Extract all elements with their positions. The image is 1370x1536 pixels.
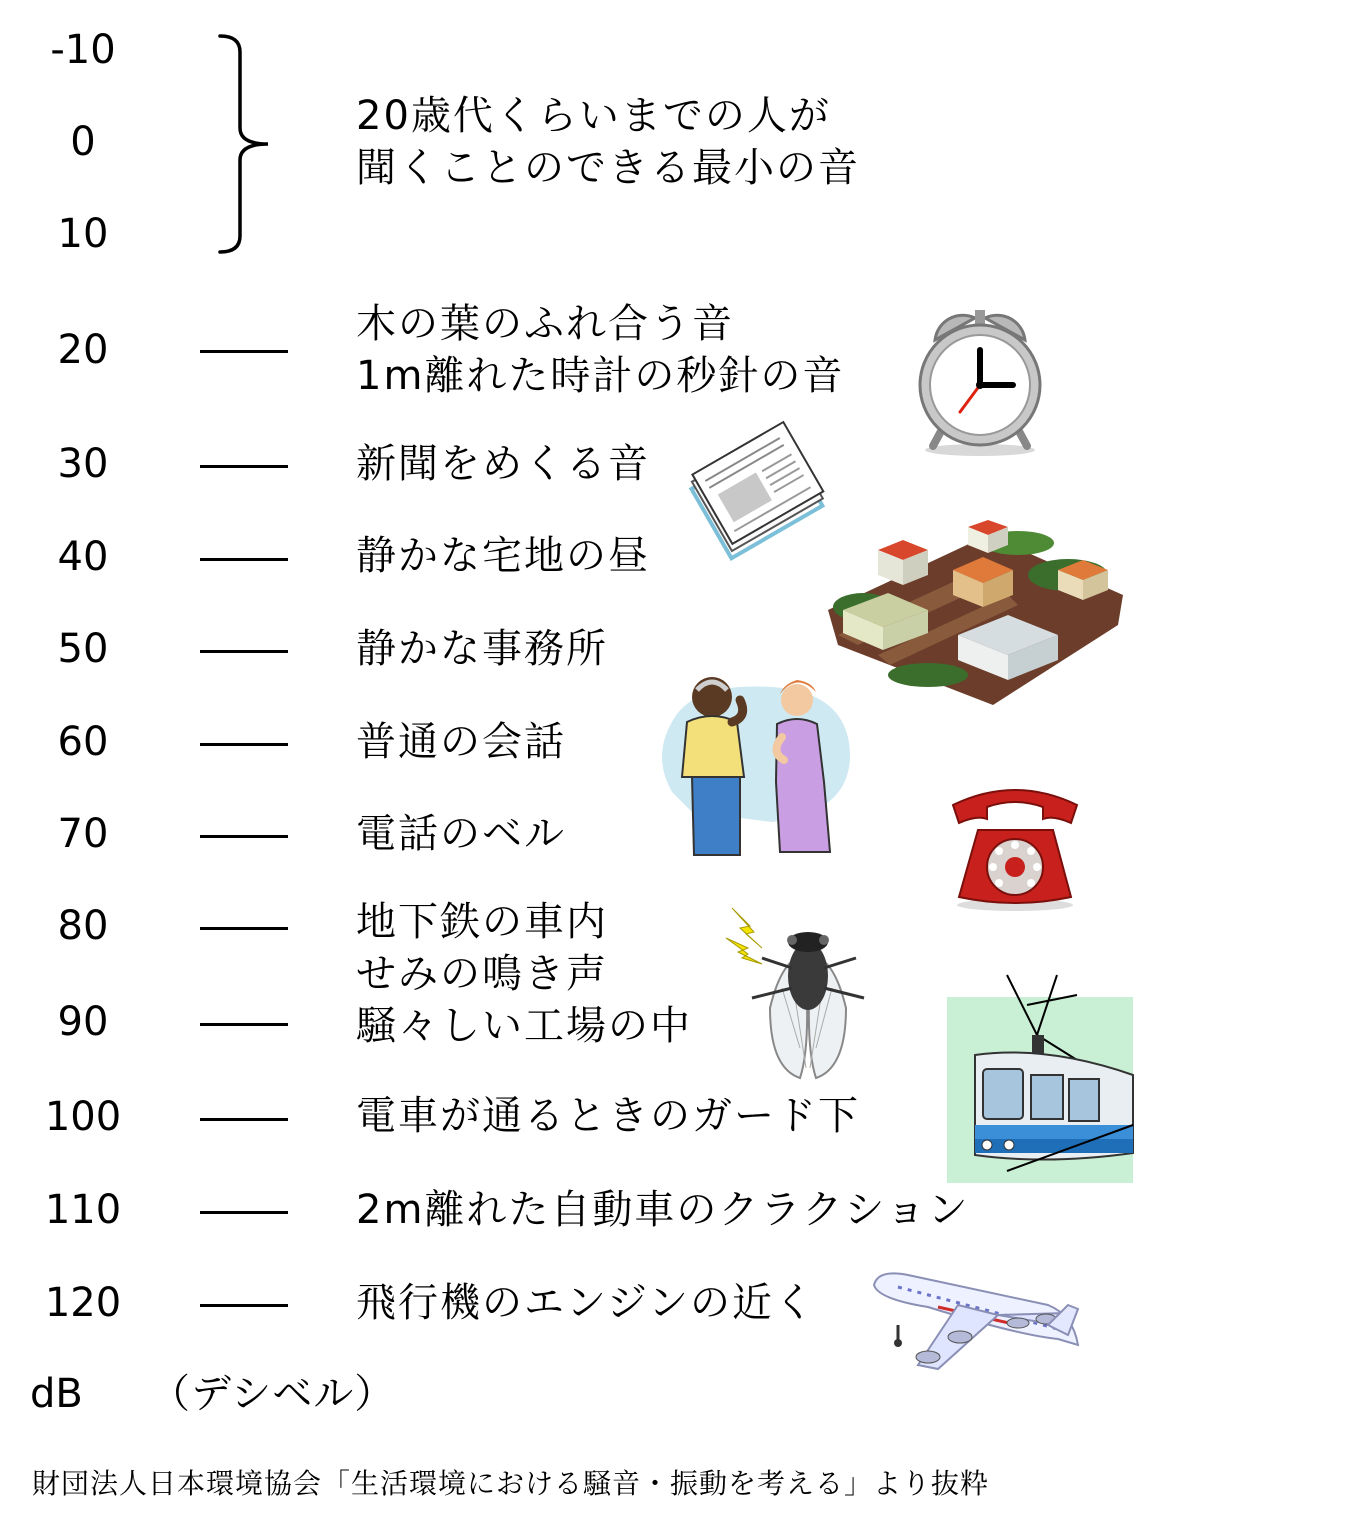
alarm-clock-icon <box>905 300 1055 460</box>
example-60db: 普通の会話 <box>356 719 566 765</box>
example-50db: 静かな事務所 <box>356 626 608 672</box>
example-30db: 新聞をめくる音 <box>356 441 650 487</box>
scale-dash <box>200 743 288 746</box>
scale-dash <box>200 1118 288 1121</box>
source-citation: 財団法人日本環境協会「生活環境における騒音・振動を考える」より抜粋 <box>32 1467 990 1500</box>
example-110db: 2m離れた自動車のクラクション <box>356 1187 970 1233</box>
scale-dash <box>200 1211 288 1214</box>
airplane-icon <box>868 1265 1083 1383</box>
train-icon <box>947 975 1133 1183</box>
db-value: 20 <box>57 327 109 373</box>
example-40db: 静かな宅地の昼 <box>356 533 650 579</box>
unit-reading: （デシベル） <box>150 1371 396 1417</box>
scale-dash <box>200 558 288 561</box>
scale-dash <box>200 350 288 353</box>
db-value: 110 <box>44 1187 122 1233</box>
db-value: 50 <box>57 626 109 672</box>
bracket-icon <box>210 32 280 262</box>
example-20db: 木の葉のふれ合う音 1m離れた時計の秒針の音 <box>356 301 845 399</box>
example-70db: 電話のベル <box>356 811 566 857</box>
scale-dash <box>200 1023 288 1026</box>
example-minimum-audible: 20歳代くらいまでの人が 聞くことのできる最小の音 <box>356 93 860 191</box>
db-value: 70 <box>57 811 109 857</box>
db-value: 30 <box>57 441 109 487</box>
db-value: 100 <box>44 1094 122 1140</box>
db-value: 120 <box>44 1280 122 1326</box>
db-value: 80 <box>57 903 109 949</box>
db-value: 0 <box>70 119 96 165</box>
residential-area-icon <box>818 515 1133 710</box>
scale-dash <box>200 650 288 653</box>
db-value: 60 <box>57 719 109 765</box>
example-100db: 電車が通るときのガード下 <box>356 1093 860 1139</box>
cicada-icon <box>722 898 887 1080</box>
conversation-people-icon <box>652 662 857 857</box>
scale-dash <box>200 1304 288 1307</box>
telephone-icon <box>943 775 1088 915</box>
db-value: 90 <box>57 999 109 1045</box>
unit-symbol: dB <box>30 1371 83 1417</box>
example-80-90db: 地下鉄の車内 せみの鳴き声 騒々しい工場の中 <box>356 899 692 1049</box>
db-value: -10 <box>50 27 116 73</box>
db-value: 40 <box>57 534 109 580</box>
scale-dash <box>200 465 288 468</box>
newspaper-icon <box>683 430 828 560</box>
example-120db: 飛行機のエンジンの近く <box>356 1280 816 1326</box>
scale-dash <box>200 927 288 930</box>
db-value: 10 <box>57 211 109 257</box>
scale-dash <box>200 835 288 838</box>
